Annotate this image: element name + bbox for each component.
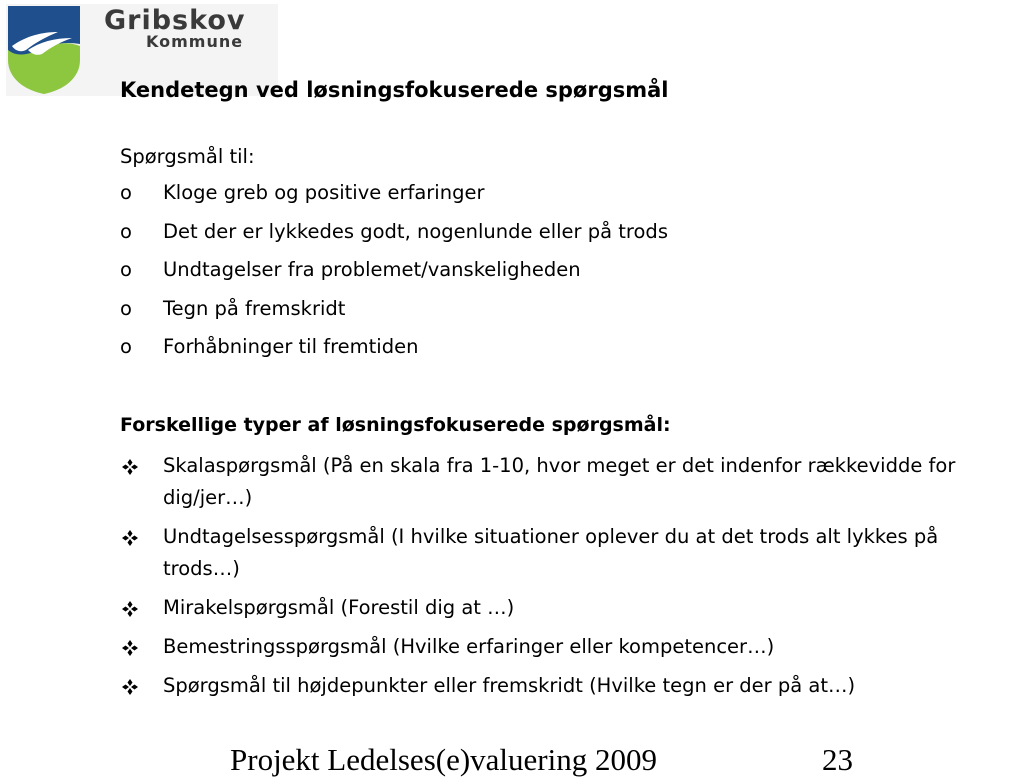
list-item xyxy=(120,521,980,585)
list-item-text: Tegn på fremskridt xyxy=(163,296,346,320)
diamond-bullet-icon xyxy=(122,679,138,695)
list-item-text: Mirakelspørgsmål (Forestil dig at …) xyxy=(163,596,515,619)
list-item xyxy=(120,631,980,663)
intro-text: Spørgsmål til: xyxy=(120,145,255,168)
list-item-text: Undtagelser fra problemet/vanskeligheden xyxy=(163,258,581,281)
types-heading: Forskellige typer af løsningsfokuserede spørgsmål: xyxy=(120,414,671,436)
list-item-text: Undtagelsesspørgsmål (I hvilke situationer oplever du at det trods alt lykkes på trods…) xyxy=(163,525,939,580)
page-number: 23 xyxy=(822,742,853,777)
diamond-bullet-icon xyxy=(122,459,138,475)
types-list xyxy=(120,450,980,709)
list-item-text: Spørgsmål til højdepunkter eller fremskridt (Hvilke tegn er der på at…) xyxy=(163,674,856,697)
list-item-text: Kloge greb og positive erfaringer xyxy=(163,181,485,204)
list-item-text: Bemestringsspørgsmål (Hvilke erfaringer eller kompetencer…) xyxy=(163,635,775,658)
bullet-o-icon: o xyxy=(120,335,132,358)
diamond-bullet-icon xyxy=(122,640,138,656)
bullet-o-icon: o xyxy=(120,296,132,320)
footer-text: Projekt Ledelses(e)valuering 2009 xyxy=(230,742,657,777)
bullet-o-icon: o xyxy=(120,181,132,204)
bullet-o-icon: o xyxy=(120,258,132,281)
logo-name: Gribskov xyxy=(104,5,246,36)
list-item-text: Det der er lykkedes godt, nogenlunde eller på trods xyxy=(163,219,668,243)
list-item-text: Skalaspørgsmål (På en skala fra 1-10, hvor meget er det indenfor rækkevidde for dig/jer…) xyxy=(163,454,956,509)
slide-title: Kendetegn ved løsningsfokuserede spørgsmål xyxy=(120,78,669,102)
logo-subtitle: Kommune xyxy=(146,32,244,51)
list-item xyxy=(120,450,980,514)
list-item xyxy=(120,592,980,624)
gribskov-shield-icon xyxy=(8,6,80,94)
list-item-text: Forhåbninger til fremtiden xyxy=(163,335,419,358)
diamond-bullet-icon xyxy=(122,601,138,617)
bullet-o-icon: o xyxy=(120,219,132,243)
diamond-bullet-icon xyxy=(122,530,138,546)
list-item xyxy=(120,670,980,702)
